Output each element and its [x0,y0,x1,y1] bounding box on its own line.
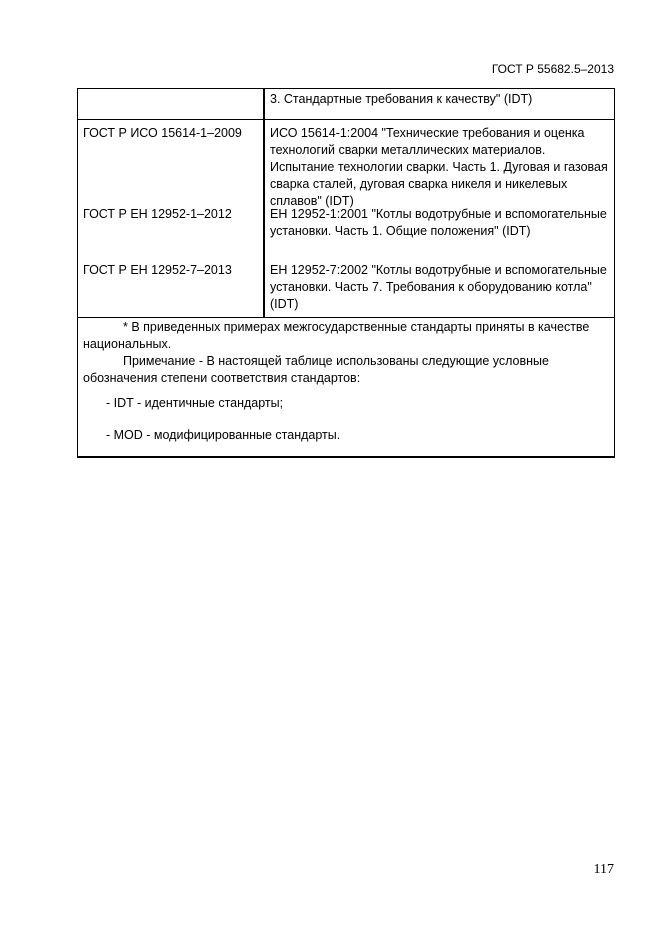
table-note: Примечание - В настоящей таблице использованы следующие условные обозначения степени соответствия стандартов: [83,354,549,385]
legend-item: - MOD - модифицированные стандарты. [106,428,341,442]
column-divider [263,89,265,317]
table-cell-right: ЕН 12952-7:2002 "Котлы водотрубные и вспомогательные установки. Часть 7. Требования к оборудованию котла" (IDT) [270,263,607,311]
table-cell-left: ГОСТ Р ЕН 12952-1–2012 [83,207,232,221]
table-cell-left: ГОСТ Р ИСО 15614-1–2009 [83,126,242,140]
table-cell-right: ИСО 15614-1:2004 "Технические требования и оценка технологий сварки металлических материалов. Испытание технологии сварки. Часть 1. Дуговая и газовая сварка сталей, дуговая сварка никеля и никелевых сплавов" (IDT) [270,126,608,208]
page-number: 117 [593,862,614,877]
table-cell-left: ГОСТ Р ЕН 12952-7–2013 [83,263,232,277]
table-cell-right: ЕН 12952-1:2001 "Котлы водотрубные и вспомогательные установки. Часть 1. Общие положения" (IDT) [270,207,607,238]
table-footnote: * В приведенных примерах межгосударственные стандарты приняты в качестве национальных. [83,320,590,351]
row-divider [78,119,614,120]
document-header: ГОСТ Р 55682.5–2013 [491,62,614,76]
row-divider [78,317,614,318]
standards-table [77,88,615,458]
table-cell-right: 3. Стандартные требования к качеству" (IDT) [270,92,533,106]
legend-item: - IDT - идентичные стандарты; [106,396,284,410]
